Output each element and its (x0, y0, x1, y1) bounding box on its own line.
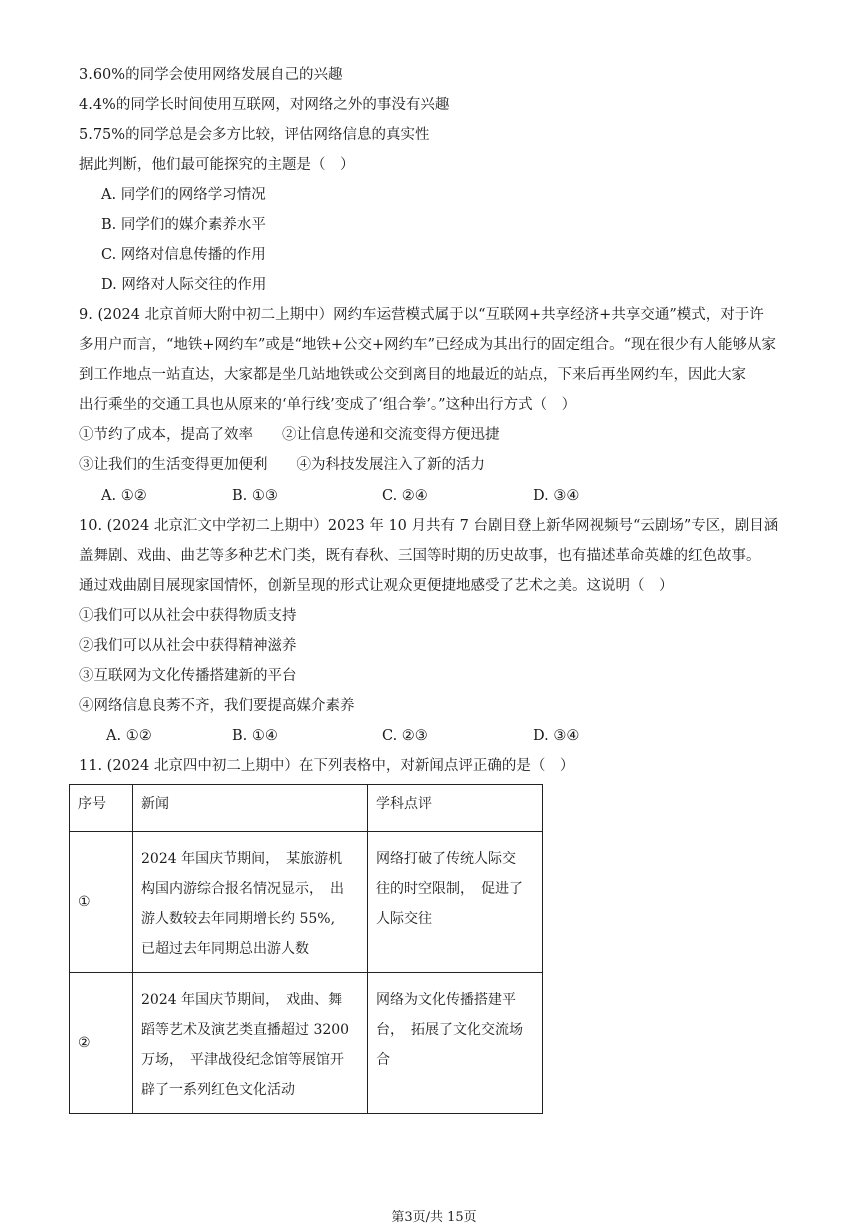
q10-line-2: 盖舞剧、戏曲、曲艺等多种艺术门类，既有春秋、三国等时期的历史故事，也有描述革命英雄的红色故事。 (79, 548, 761, 564)
news-line: 万场， 平津战役纪念馆等展馆开 (141, 1052, 344, 1068)
header-comment: 学科点评 (368, 785, 543, 832)
news-line: 蹈等艺术及演艺类直播超过 3200 (141, 1022, 350, 1038)
news-line: 辟了一系列红色文化活动 (141, 1082, 295, 1098)
q10-statement-3: ③互联网为文化传播搭建新的平台 (79, 668, 297, 684)
table-row (70, 973, 543, 1114)
news-review-table (69, 784, 543, 1114)
q10-option-b: B. ①④ (232, 728, 278, 744)
q9-option-a: A. ①② (101, 488, 147, 504)
table-row (70, 832, 543, 973)
survey-line-3: 3.60%的同学会使用网络发展自己的兴趣 (79, 67, 343, 83)
row-number: ② (70, 973, 133, 1114)
q9-line-4: 出行乘坐的交通工具也从原来的‘单行线’变成了‘组合拳’。”这种出行方式（ ） (79, 397, 577, 413)
q8-option-c: C. 网络对信息传播的作用 (101, 247, 266, 263)
q9-statement-1: ①节约了成本，提高了效率 ②让信息传递和交流变得方便迅捷 (79, 427, 500, 443)
survey-line-5: 5.75%的同学总是会多方比较，评估网络信息的真实性 (79, 127, 430, 143)
q10-line-3: 通过戏曲剧目展现家国情怀，创新呈现的形式让观众更便捷地感受了艺术之美。这说明（ ） (79, 578, 674, 594)
q9-option-d: D. ③④ (533, 488, 580, 504)
q9-option-c: C. ②④ (382, 488, 428, 504)
q8-option-a: A. 同学们的网络学习情况 (101, 187, 266, 203)
comment-line: 往的时空限制， 促进了 (376, 881, 523, 897)
q9-line-1: 9. (2024 北京首师大附中初二上期中）网约车运营模式属于以“互联网+共享经济+共享交通”模式，对于许 (79, 307, 764, 323)
news-cell (133, 832, 368, 973)
q9-line-2: 多用户而言，“地铁+网约车”或是“地铁+公交+网约车”已经成为其出行的固定组合。“现在很少有人能够从家 (79, 337, 777, 353)
q10-option-c: C. ②③ (382, 728, 428, 744)
q10-option-d: D. ③④ (533, 728, 580, 744)
comment-line: 合 (376, 1052, 390, 1068)
comment-line: 台， 拓展了文化交流场 (376, 1022, 523, 1038)
news-line: 已超过去年同期总出游人数 (141, 941, 309, 957)
q10-option-a: A. ①② (106, 728, 152, 744)
q10-statement-4: ④网络信息良莠不齐，我们要提高媒介素养 (79, 698, 355, 714)
q10-statement-1: ①我们可以从社会中获得物质支持 (79, 608, 297, 624)
q8-option-b: B. 同学们的媒介素养水平 (101, 217, 266, 233)
comment-line: 人际交往 (376, 911, 432, 927)
news-cell (133, 973, 368, 1114)
comment-cell (368, 832, 543, 973)
q9-statement-2: ③让我们的生活变得更加便利 ④为科技发展注入了新的活力 (79, 457, 485, 473)
row-number: ① (70, 832, 133, 973)
q8-option-d: D. 网络对人际交往的作用 (101, 277, 267, 293)
question-8-stem: 据此判断，他们最可能探究的主题是（ ） (79, 157, 355, 173)
news-line: 构国内游综合报名情况显示， 出 (141, 881, 344, 897)
survey-line-4: 4.4%的同学长时间使用互联网，对网络之外的事没有兴趣 (79, 97, 450, 113)
comment-line: 网络打破了传统人际交 (376, 851, 516, 867)
q9-option-b: B. ①③ (232, 488, 278, 504)
news-line: 2024 年国庆节期间， 某旅游机 (141, 851, 343, 867)
news-line: 2024 年国庆节期间， 戏曲、舞 (141, 992, 343, 1008)
comment-line: 网络为文化传播搭建平 (376, 992, 516, 1008)
header-number: 序号 (70, 785, 133, 832)
q10-statement-2: ②我们可以从社会中获得精神滋养 (79, 638, 297, 654)
table-header-row (70, 785, 543, 832)
q10-line-1: 10. (2024 北京汇文中学初二上期中）2023 年 10 月共有 7 台剧目登上新华网视频号“云剧场”专区，剧目涵 (79, 518, 779, 534)
comment-cell (368, 973, 543, 1114)
q11-stem: 11. (2024 北京四中初二上期中）在下列表格中，对新闻点评正确的是（ ） (79, 758, 575, 774)
news-line: 游人数较去年同期增长约 55%, (141, 911, 336, 927)
q9-line-3: 到工作地点一站直达，大家都是坐几站地铁或公交到离目的地最近的站点，下来后再坐网约车，因此大家 (79, 367, 746, 383)
page-footer: 第3页/共 15页 (391, 1210, 477, 1225)
header-news: 新闻 (133, 785, 368, 832)
